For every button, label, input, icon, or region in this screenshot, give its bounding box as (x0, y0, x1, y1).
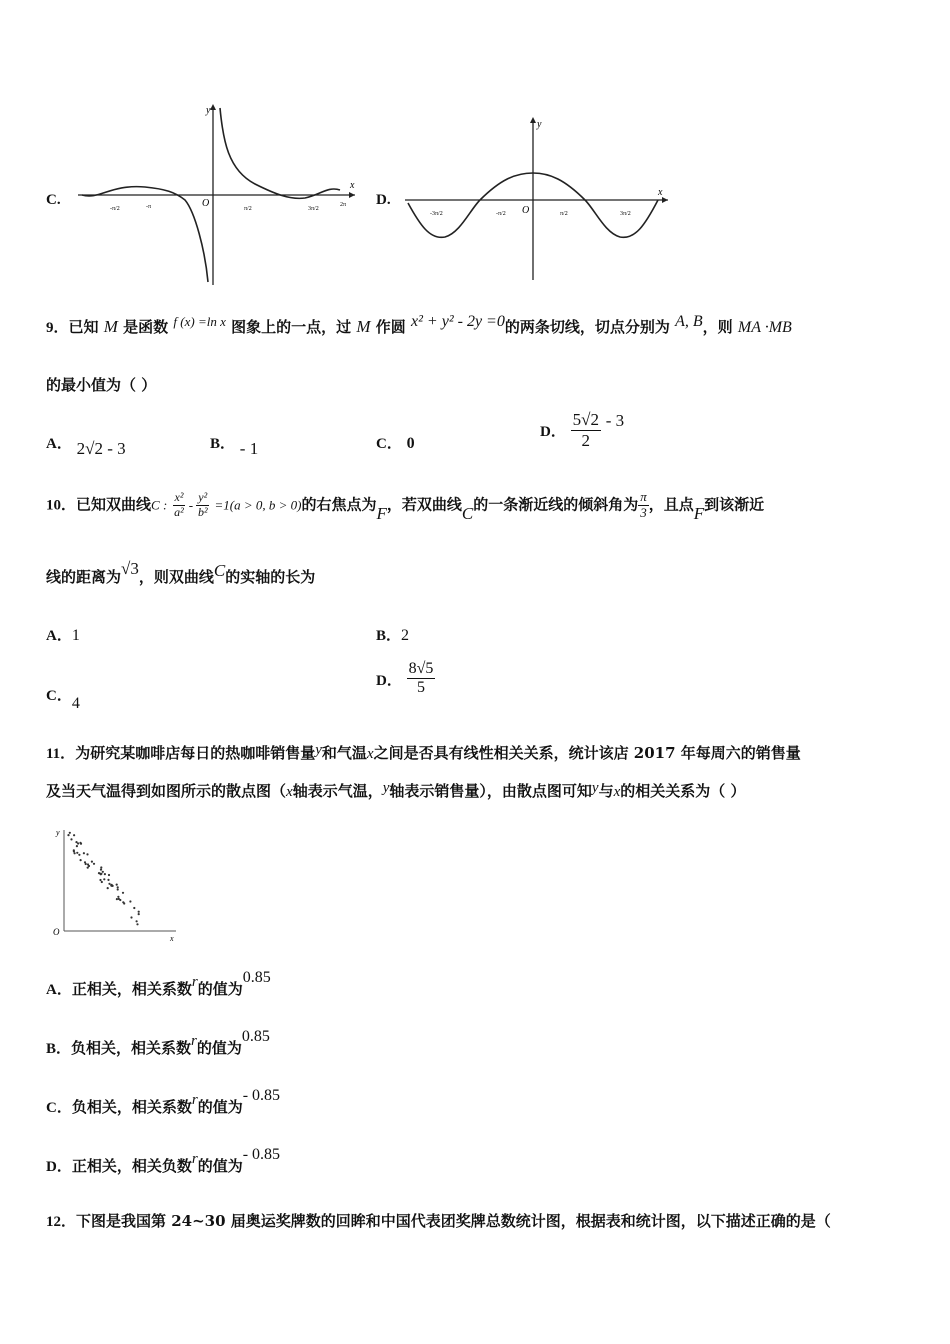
q10-option-d[interactable]: D． $\frac{8√5}{5}$ (376, 660, 434, 697)
scatter-point (100, 873, 102, 875)
graph-d-tick: -π/2 (496, 211, 506, 217)
q11-option-c[interactable]: C．负相关，相关系数r的值为- 0.85 (46, 1087, 281, 1116)
scatter-points (67, 832, 139, 926)
scatter-point (102, 871, 104, 873)
q10-option-c[interactable]: C．4 (46, 688, 80, 712)
q10-option-a[interactable]: A．1 (46, 627, 80, 644)
q11-option-a[interactable]: A．正相关，相关系数r的值为0.85 (46, 969, 271, 998)
scatter-point (87, 867, 89, 869)
q10-line2: 线的距离为√3，则双曲线C的实轴的长为 (46, 559, 316, 586)
q9-line1: 9．已知 M 是函数 f (x) =ln x 图象上的一点，过 M 作圆 x² + y² - 2y =0的两条切线，切点分别为 A, B，则 MA ·MB (46, 313, 792, 336)
graph-c-y-label: y (206, 105, 211, 116)
q9-line2: 的最小值为（ ） (46, 376, 157, 394)
q9-option-b[interactable]: B． - 1 (210, 436, 259, 458)
scatter-point (116, 884, 118, 886)
scatter-point (73, 850, 75, 852)
scatter-plot (50, 825, 185, 945)
q12-line1: 12．下图是我国第 24~30 届奥运奖牌数的回眸和中国代表团奖牌总数统计图，根据表和统计图，以下描述正确的是（ (46, 1212, 831, 1230)
graph-d-y-label: y (537, 119, 542, 130)
q11-line1: 11．为研究某咖啡店每日的热咖啡销售量y和气温x之间是否具有线性相关关系，统计该店 2017 年每周六的销售量 (46, 742, 801, 762)
scatter-point (70, 838, 72, 840)
scatter-point (93, 863, 95, 865)
q9-option-c[interactable]: C． 0 (376, 435, 415, 452)
scatter-point (84, 861, 86, 863)
graph-d-tick: 3π/2 (620, 211, 631, 217)
graph-c-tick: π/2 (244, 206, 252, 212)
scatter-point (108, 883, 110, 885)
scatter-point (117, 888, 119, 890)
scatter-point (76, 845, 78, 847)
scatter-point (99, 879, 101, 881)
scatter-point (130, 916, 132, 918)
graph-d-tick: -3π/2 (430, 211, 443, 217)
scatter-point (79, 842, 81, 844)
scatter-point (136, 923, 138, 925)
scatter-origin: O (53, 927, 60, 937)
scatter-point (133, 907, 135, 909)
scatter-point (103, 878, 105, 880)
scatter-point (117, 886, 119, 888)
graph-c-x-label: x (350, 180, 355, 191)
q10-option-b[interactable]: B．2 (376, 627, 410, 644)
scatter-point (116, 898, 118, 900)
scatter-x-label: x (170, 934, 174, 943)
scatter-point (76, 852, 78, 854)
graph-c-tick: -π/2 (110, 206, 120, 212)
q9-option-d[interactable]: D． $\frac{5√2}{2}$ - 3 (540, 410, 625, 450)
scatter-point (83, 852, 85, 854)
scatter-y-label: y (56, 828, 60, 837)
scatter-point (138, 913, 140, 915)
q9-option-a[interactable]: A． 2√2 - 3 (46, 436, 126, 458)
scatter-point (73, 834, 75, 836)
q11-line2: 及当天气温得到如图所示的散点图（x轴表示气温，y轴表示销售量），由散点图可知y与x的相关关系为（ ） (46, 780, 746, 800)
scatter-point (67, 834, 69, 836)
scatter-point (110, 885, 112, 887)
graph-d-label: D. (376, 192, 391, 208)
scatter-point (78, 854, 80, 856)
q11-option-b[interactable]: B．负相关，相关系数r的值为0.85 (46, 1028, 270, 1057)
scatter-point (122, 892, 124, 894)
scatter-point (77, 842, 79, 844)
graph-c-origin: O (202, 198, 210, 209)
scatter-point (108, 874, 110, 876)
graph-c-label: C. (46, 192, 61, 208)
graph-c-curve-right (220, 108, 340, 198)
scatter-point (74, 852, 76, 854)
scatter-point (86, 853, 88, 855)
scatter-point (136, 920, 138, 922)
scatter-point (87, 863, 89, 865)
scatter-point (107, 879, 109, 881)
scatter-point (100, 869, 102, 871)
scatter-point (138, 911, 140, 913)
graph-d-origin: O (522, 205, 530, 216)
scatter-point (104, 873, 106, 875)
scatter-point (80, 859, 82, 861)
graph-c (70, 100, 360, 290)
graph-c-tick: -π (146, 204, 152, 210)
q10-line1: 10．已知双曲线C : $\frac{\text{x²}}{\text{a²}}$ - $\frac{\text{y²}}{\text{b²}}$ =1(a > 0, b > 0)的右焦点为F，若双曲线C的一条渐近线的倾斜角为 $\frac{\pi}{3}$ ，且点F到该渐近 (46, 489, 765, 524)
graph-d (400, 115, 675, 285)
scatter-point (91, 861, 93, 863)
scatter-point (119, 899, 121, 901)
scatter-point (100, 866, 102, 868)
scatter-point (129, 900, 131, 902)
scatter-point (69, 832, 71, 834)
graph-c-tick: 2π (340, 202, 347, 208)
q11-option-d[interactable]: D．正相关，相关负数r的值为- 0.85 (46, 1146, 281, 1175)
scatter-point (117, 896, 119, 898)
scatter-point (122, 901, 124, 903)
graph-d-x-label: x (658, 187, 663, 198)
graph-d-tick: π/2 (560, 211, 568, 217)
graph-c-tick: 3π/2 (308, 206, 319, 212)
scatter-point (107, 887, 109, 889)
scatter-point (101, 881, 103, 883)
graph-c-curve-left (82, 187, 208, 282)
